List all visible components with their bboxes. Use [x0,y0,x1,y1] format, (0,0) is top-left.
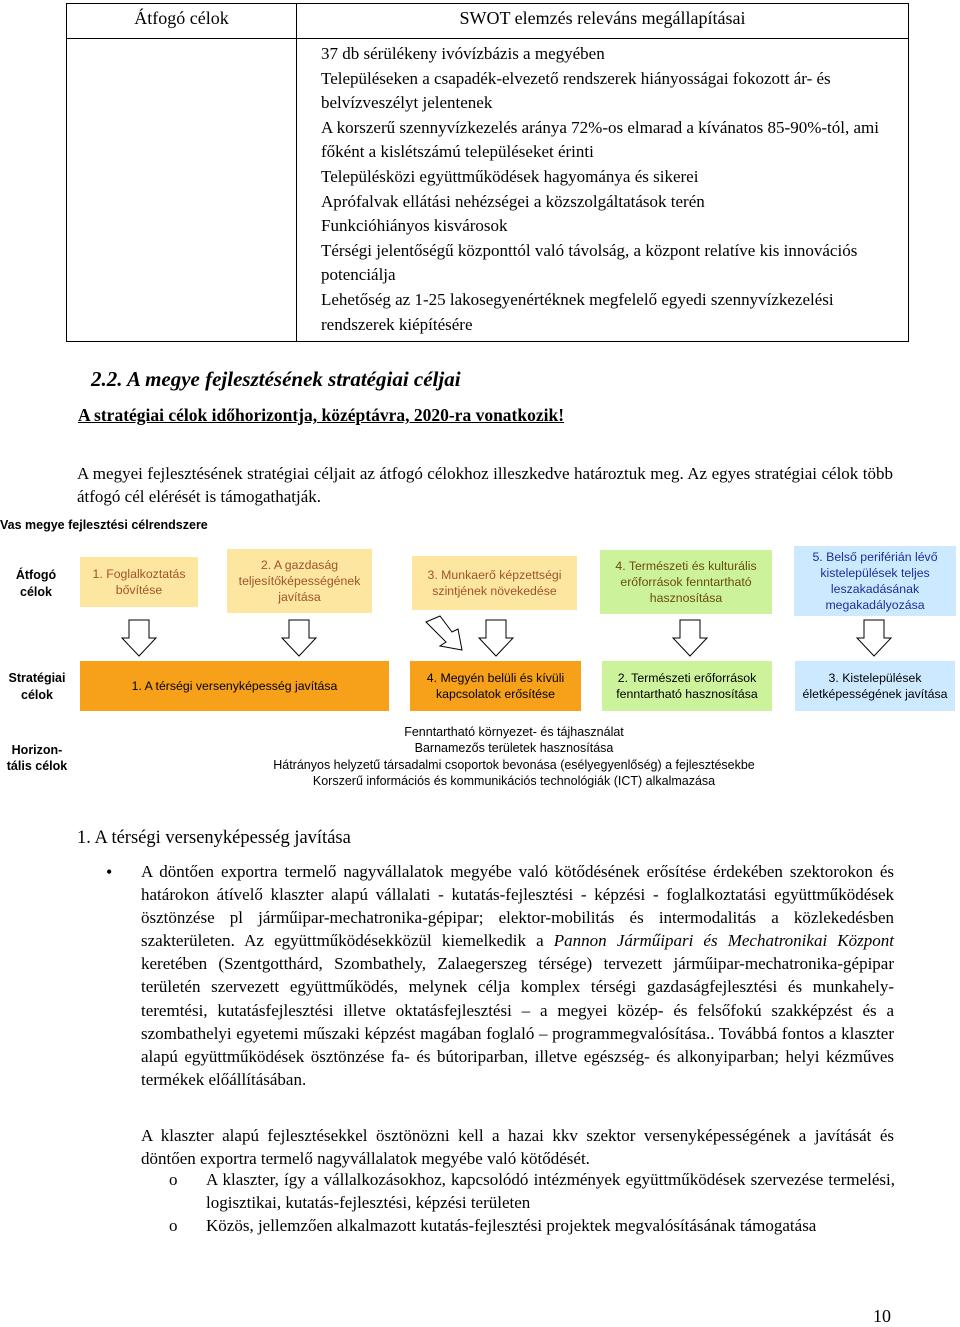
strategic-goal-4: 4. Megyén belüli és kívüli kapcsolatok erősítése [410,661,581,711]
horizontal-goal: Barnamezős területek hasznosítása [414,741,614,756]
bullet-icon: • [106,862,113,882]
section-subheading: A stratégiai célok időhorizontja, középtávra, 2020-ra vonatkozik! [78,405,565,425]
horizontal-goal: Fenntartható környezet- és tájhasználat [404,725,624,739]
row-label-horizontal: Horizon-tális célok [6,743,68,773]
horizontal-goal: Korszerű információs és kommunikációs technológiák (ICT) alkalmazása [312,774,716,789]
down-arrow-icon [857,620,891,656]
table-divider [67,38,908,39]
overall-goal-1: 1. Foglalkoztatás bővítése [80,557,198,607]
row-label-overall: Átfogó célok [15,568,57,599]
down-arrow-icon [282,620,316,656]
swot-item: 37 db sérülékeny ivóvízbázis a megyében [321,44,605,63]
strategic-goal-1: 1. A térségi versenyképesség javítása [80,661,389,711]
list-item [169,1168,895,1214]
intro-paragraph: A megyei fejlesztésének stratégiai céljait az átfogó célokhoz illeszkedve határoztuk meg. Az egyes stratégiai célok több átfogó cél elérését is támogathatják. [77,464,893,506]
strategic-goal-2: 2. Természeti erőforrások fenntartható hasznosítása [602,661,772,711]
down-arrow-icon [479,620,513,656]
swot-item: A korszerű szennyvízkezelés aránya 72%-os elmarad a kívánatos 85-90%-tól, ami főként a kislétszámú településeket érinti [321,117,879,162]
circle-bullet-icon: o [169,1216,178,1236]
paragraph-text: keretében (Szentgotthárd, Szombathely, Zalaegerszeg térsége) tervezett járműipar-mechatronika-gépipar területén szervezett együttműködés, melynek célja komplex térségi gazdaságfejlesztési és munkahely-teremtési, kutatásfejlesztési illetve oktatásfejlesztési – a megyei közép- és felsőfokú szakképzést és a szombathelyi egyetemi műszaki képzést magában foglaló – programmegvalósítása.. Továbbá fontos a klaszter alapú együttműködések ösztönzése fa- és bútoriparban, illetve egészség- és alkonyiparban; helyi kézműves termékek előállításában. [141,954,894,1089]
section-heading: 2.2. A megye fejlesztésének stratégiai céljai [91,367,461,391]
overall-goal-3: 3. Munkaerő képzettségi szintjének növekedése [412,556,577,610]
swot-table [66,3,909,342]
list-item [169,1214,895,1237]
paragraph-text: A döntően exportra termelő nagyvállalatok megyébe való kötődésének erősítése érdekében szektorokon és határokon átívelő klaszter alapú vállalati - kutatás-fejlesztési - képzési - foglalkoztatási együttműködések ösztönzése pl járműipar-mechatronika-gépipar; elektor-mobilitás és intermodalitás a közlekedésben szakterületen. Az együttműködésekközül kiemelkedik a [141,862,894,951]
down-arrow-icon [122,620,156,656]
swot-item: Településközi együttműködések hagyománya és sikerei [321,166,699,186]
overall-goal-4: 4. Természeti és kulturális erőforrások fenntartható hasznosítása [600,550,772,614]
swot-item: Térségi jelentőségű központtól való távolság, a központ relatíve kis innovációs potenciálja [321,240,858,285]
swot-item: Településeken a csapadék-elvezető rendszerek hiányosságai fokozott ár- és belvízveszélyt jelentenek [321,68,831,113]
overall-goal-2: 2. A gazdaság teljesítőképességének javítása [227,549,372,613]
circle-bullet-icon: o [169,1170,178,1189]
diagram-title: Vas megye fejlesztési célrendszere [0,518,208,532]
down-arrow-icon [673,620,707,656]
goal-1-paragraph-2: A klaszter alapú fejlesztésekkel ösztönözni kell a hazai kkv szektor versenyképességének a javítását és döntően exportra termelő nagyvállalatok megyébe való kötődését. [141,1126,894,1169]
table-header-swot: SWOT elemzés releváns megállapításai [459,8,746,28]
center-name: Pannon Járműipari és Mechatronikai Központ [553,931,894,951]
page-number: 10 [873,1306,891,1326]
strategic-goal-3: 3. Kistelepülések életképességének javítása [795,661,955,711]
arrow-connectors [0,612,960,664]
horizontal-goal: Hátrányos helyzetű társadalmi csoportok bevonása (esélyegyenlőség) a fejlesztésekbe [273,757,755,772]
list-item-text: Közös, jellemzően alkalmazott kutatás-fejlesztési projektek megvalósításának támogatása [206,1216,817,1236]
row-label-strategic: Stratégiai célok [8,671,66,702]
goal-1-bullet-paragraph [141,860,894,1091]
overall-goal-5: 5. Belső periférián lévő kistelepülések teljes leszakadásának megakadályozása [794,546,956,616]
swot-item: Lehetőség az 1-25 lakosegyenértéknek megfelelő egyedi szennyvízkezelési rendszerek kiépítésére [321,289,834,334]
swot-item: Funkcióhiányos kisvárosok [321,216,508,236]
table-header-overall-goals: Átfogó célok [134,8,229,28]
table-divider [296,4,297,341]
horizontal-goals-list [240,724,788,790]
diagonal-arrow-icon [426,616,462,650]
list-item-text: A klaszter, így a vállalkozásokhoz, kapcsolódó intézmények együttműködések szervezése termelési, logisztikai, kutatás-fejlesztési, képzési területen [206,1170,895,1213]
swot-item: Aprófalvak ellátási nehézségei a közszolgáltatások terén [321,191,705,211]
goal-1-sublist [169,1168,895,1237]
swot-findings-list [321,42,881,337]
goal-1-title: 1. A térségi versenyképesség javítása [77,828,351,848]
